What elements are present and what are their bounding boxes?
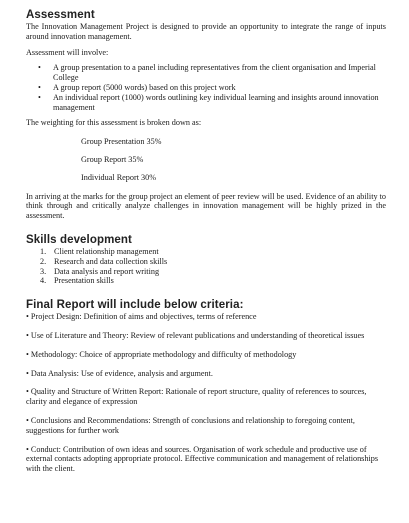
criterion-literature-theory: • Use of Literature and Theory: Review of relevant publications and understanding of theoretical issues <box>26 330 365 340</box>
weight-individual-report: Individual Report 30% <box>81 172 157 182</box>
skills-list <box>40 247 386 286</box>
list-item: 4. Presentation skills <box>40 276 114 286</box>
list-item: • An individual report (1000) words outlining key individual learning and insights around innovation management <box>38 92 379 112</box>
weighting-intro: The weighting for this assessment is broken down as: <box>26 118 202 128</box>
criterion-conduct: • Conduct: Contribution of own ideas and sources. Organisation of work schedule and productive use of external contacts adopting appropriate protocol. Effective communication and management of relationships with the client. <box>26 444 379 474</box>
criterion-data-analysis: • Data Analysis: Use of evidence, analysis and argument. <box>26 368 213 378</box>
assessment-will-involve: Assessment will involve: <box>26 47 109 57</box>
list-item: • A group report (5000 words) based on this project work <box>38 82 236 92</box>
assessment-intro: The Innovation Management Project is designed to provide an opportunity to integrate the range of inputs around innovation management. <box>26 22 386 41</box>
list-item: 2. Research and data collection skills <box>40 256 168 266</box>
bullet-icon: • <box>38 92 41 102</box>
weight-group-presentation: Group Presentation 35% <box>81 137 162 147</box>
criterion-project-design: • Project Design: Definition of aims and objectives, terms of reference <box>26 312 257 322</box>
weighting-list <box>26 137 386 182</box>
criteria-list <box>26 312 386 474</box>
list-item: • A group presentation to a panel including representatives from the client organisation and Imperial College <box>38 63 376 83</box>
skills-heading: Skills development <box>26 233 132 246</box>
list-item: 3. Data analysis and report writing <box>40 266 160 276</box>
bullet-icon: • <box>38 63 41 73</box>
list-item: 1. Client relationship management <box>40 246 159 256</box>
criterion-quality-structure: • Quality and Structure of Written Report: Rationale of report structure, quality of references to sources, clarity and elegance of expression <box>26 387 367 407</box>
assessment-bullet-list <box>38 63 386 112</box>
criterion-conclusions: • Conclusions and Recommendations: Strength of conclusions and relationship to foregoing content, suggestions for further work <box>26 415 355 435</box>
criterion-methodology: • Methodology: Choice of appropriate methodology and difficulty of methodology <box>26 349 297 359</box>
final-report-heading: Final Report will include below criteria: <box>26 299 244 312</box>
document-page <box>26 8 386 474</box>
bullet-icon: • <box>38 82 41 92</box>
assessment-heading: Assessment <box>26 9 95 21</box>
weight-group-report: Group Report 35% <box>81 154 144 164</box>
peer-review-paragraph: In arriving at the marks for the group project an element of peer review will be used. Evidence of an ability to think through and critically analyze challenges in innovation management will be highly prized in the assessment. <box>26 191 386 221</box>
